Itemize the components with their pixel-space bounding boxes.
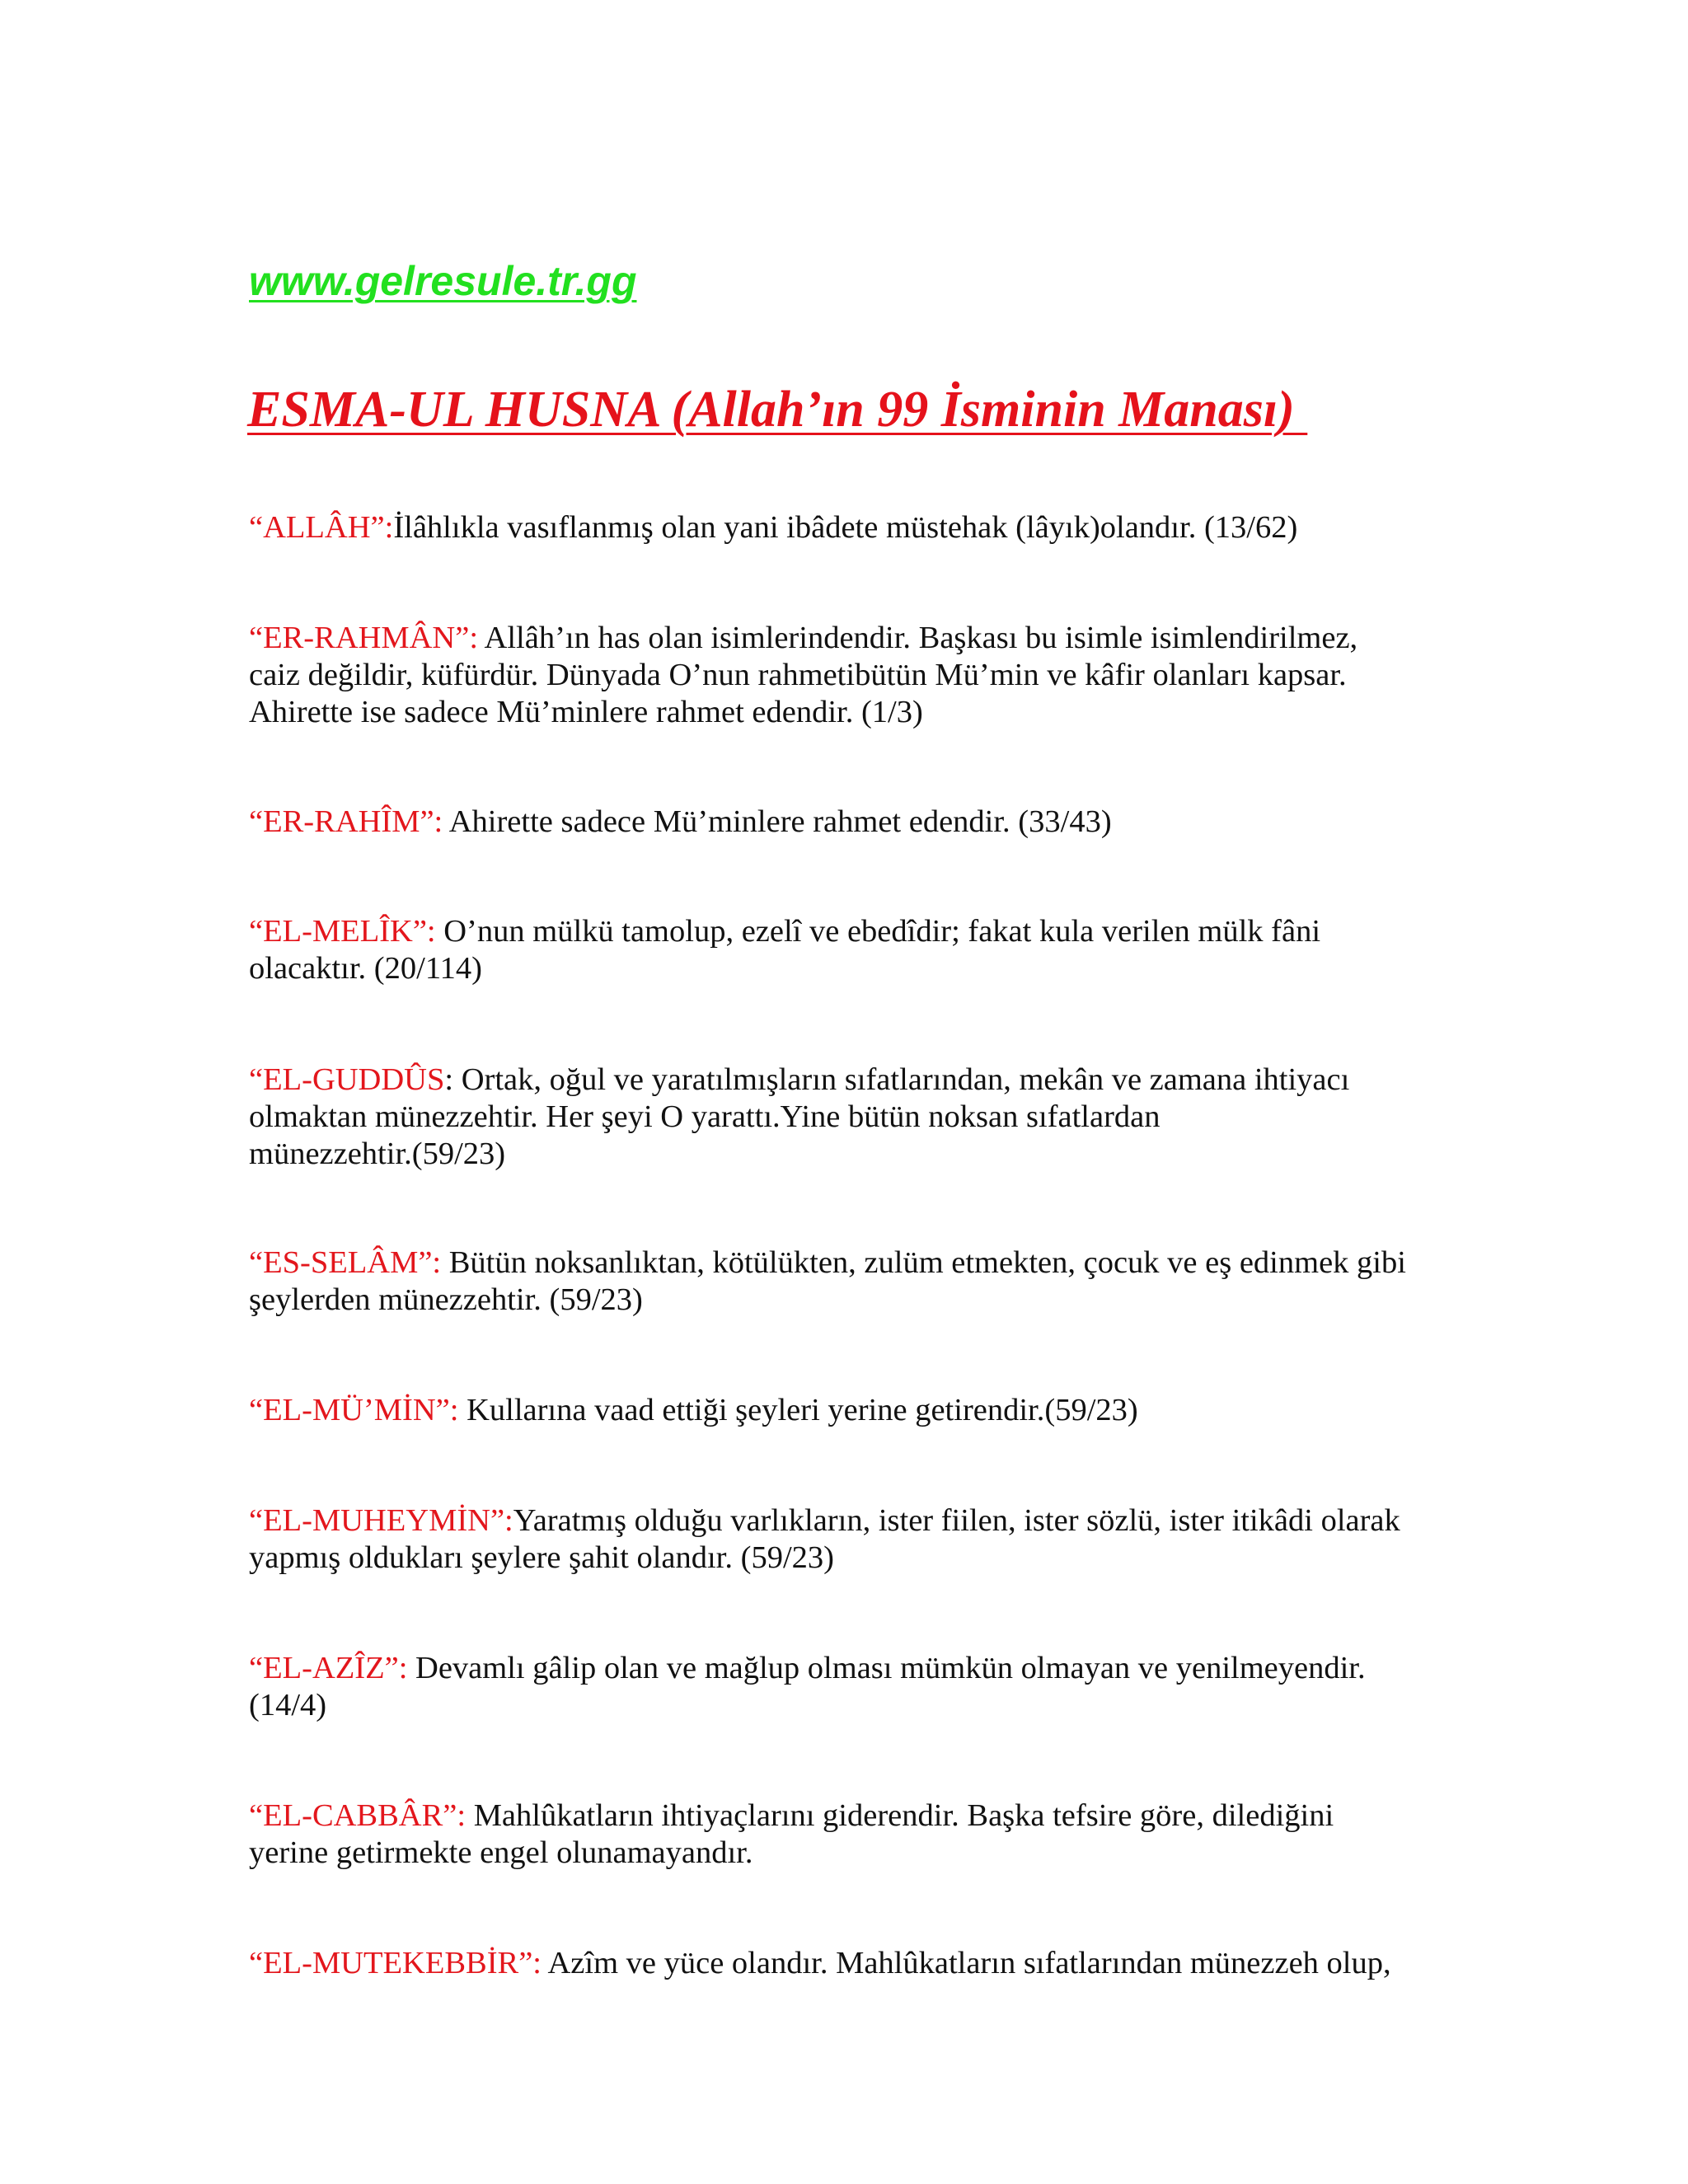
entry-line: yerine getirmekte engel olunamayandır. — [249, 1835, 753, 1870]
entry-line: caiz değildir, küfürdür. Dünyada O’nun rahmetibütün Mü’min ve kâfir olanları kapsar. — [249, 658, 1347, 692]
entry-text: Yaratmış olduğu varlıkların, ister fiilen, ister sözlü, ister itikâdi olarak — [513, 1503, 1400, 1538]
entry-line — [249, 913, 1452, 950]
entry-el-cabbar — [249, 1797, 1452, 1872]
entry-term: “EL-MUTEKEBBİR”: — [249, 1946, 542, 1980]
entry-term: “ES-SELÂM”: — [249, 1245, 442, 1280]
entry-text: : Ortak, oğul ve yaratılmışların sıfatlarından, mekân ve zamana ihtiyacı — [444, 1062, 1350, 1097]
entry-line — [249, 1650, 1452, 1687]
entry-line: olacaktır. (20/114) — [249, 951, 482, 986]
entry-term: “EL-MELÎK”: — [249, 914, 436, 949]
entry-line: (14/4) — [249, 1688, 327, 1722]
entry-line: yapmış oldukları şeylere şahit olandır. (59/23) — [249, 1540, 834, 1575]
entry-term: “EL-CABBÂR”: — [249, 1798, 467, 1833]
entry-text: Allâh’ın has olan isimlerindendir. Başkası bu isimle isimlendirilmez, — [478, 621, 1358, 655]
entry-text: Kullarına vaad ettiği şeyleri yerine getirendir.(59/23) — [458, 1393, 1138, 1427]
entry-text: O’nun mülkü tamolup, ezelî ve ebedîdir; fakat kula verilen mülk fâni — [435, 914, 1321, 949]
entry-term: “EL-MUHEYMİN”: — [249, 1503, 513, 1538]
entry-line — [249, 509, 1452, 546]
entry-es-selam — [249, 1244, 1452, 1319]
entry-line: şeylerden münezzehtir. (59/23) — [249, 1282, 643, 1317]
entry-line — [249, 1797, 1452, 1835]
entry-el-guddus — [249, 1062, 1452, 1173]
entry-el-muheymin — [249, 1502, 1452, 1577]
entry-el-melik — [249, 913, 1452, 987]
entry-text: Mahlûkatların ihtiyaçlarını giderendir. Başka tefsire göre, dilediğini — [466, 1798, 1334, 1833]
entry-line — [249, 1392, 1452, 1429]
entry-el-mumin — [249, 1392, 1452, 1429]
entry-el-mutekebbir — [249, 1945, 1452, 1982]
entry-term: “ER-RAHÎM”: — [249, 804, 443, 839]
site-url-link[interactable]: www.gelresule.tr.gg — [249, 258, 637, 304]
entry-line — [249, 1502, 1452, 1540]
entry-line — [249, 1945, 1452, 1982]
entry-text: İlâhlıkla vasıflanmış olan yani ibâdete müstehak (lâyık)olandır. (13/62) — [393, 510, 1298, 545]
entry-text: Bütün noksanlıktan, kötülükten, zulüm etmekten, çocuk ve eş edinmek gibi — [441, 1245, 1406, 1280]
entry-line: Ahirette ise sadece Mü’minlere rahmet edendir. (1/3) — [249, 695, 923, 729]
entry-text: Azîm ve yüce olandır. Mahlûkatların sıfatlarından münezzeh olup, — [541, 1946, 1391, 1980]
entry-term: “EL-GUDDÛS — [249, 1062, 445, 1097]
entry-line: münezzehtir.(59/23) — [249, 1137, 506, 1171]
entry-term: “EL-AZÎZ”: — [249, 1651, 408, 1685]
document-title: ESMA-UL HUSNA (Allah’ın 99 İsminin Manası) — [247, 382, 1308, 438]
entry-text: Ahirette sadece Mü’minlere rahmet edendir. (33/43) — [443, 804, 1112, 839]
entry-el-aziz — [249, 1650, 1452, 1724]
entry-er-rahman — [249, 620, 1452, 731]
entry-line — [249, 1062, 1452, 1099]
entry-term: “EL-MÜ’MİN”: — [249, 1393, 459, 1427]
entry-er-rahim — [249, 804, 1452, 841]
entry-line — [249, 804, 1452, 841]
entry-term: “ALLÂH”: — [249, 510, 394, 545]
entry-allah — [249, 509, 1452, 546]
entry-line — [249, 1244, 1452, 1282]
entry-line — [249, 620, 1452, 657]
entry-line: olmaktan münezzehtir. Her şeyi O yarattı.Yine bütün noksan sıfatlardan — [249, 1099, 1160, 1134]
entry-text: Devamlı gâlip olan ve mağlup olması mümkün olmayan ve yenilmeyendir. — [407, 1651, 1366, 1685]
entry-term: “ER-RAHMÂN”: — [249, 621, 479, 655]
